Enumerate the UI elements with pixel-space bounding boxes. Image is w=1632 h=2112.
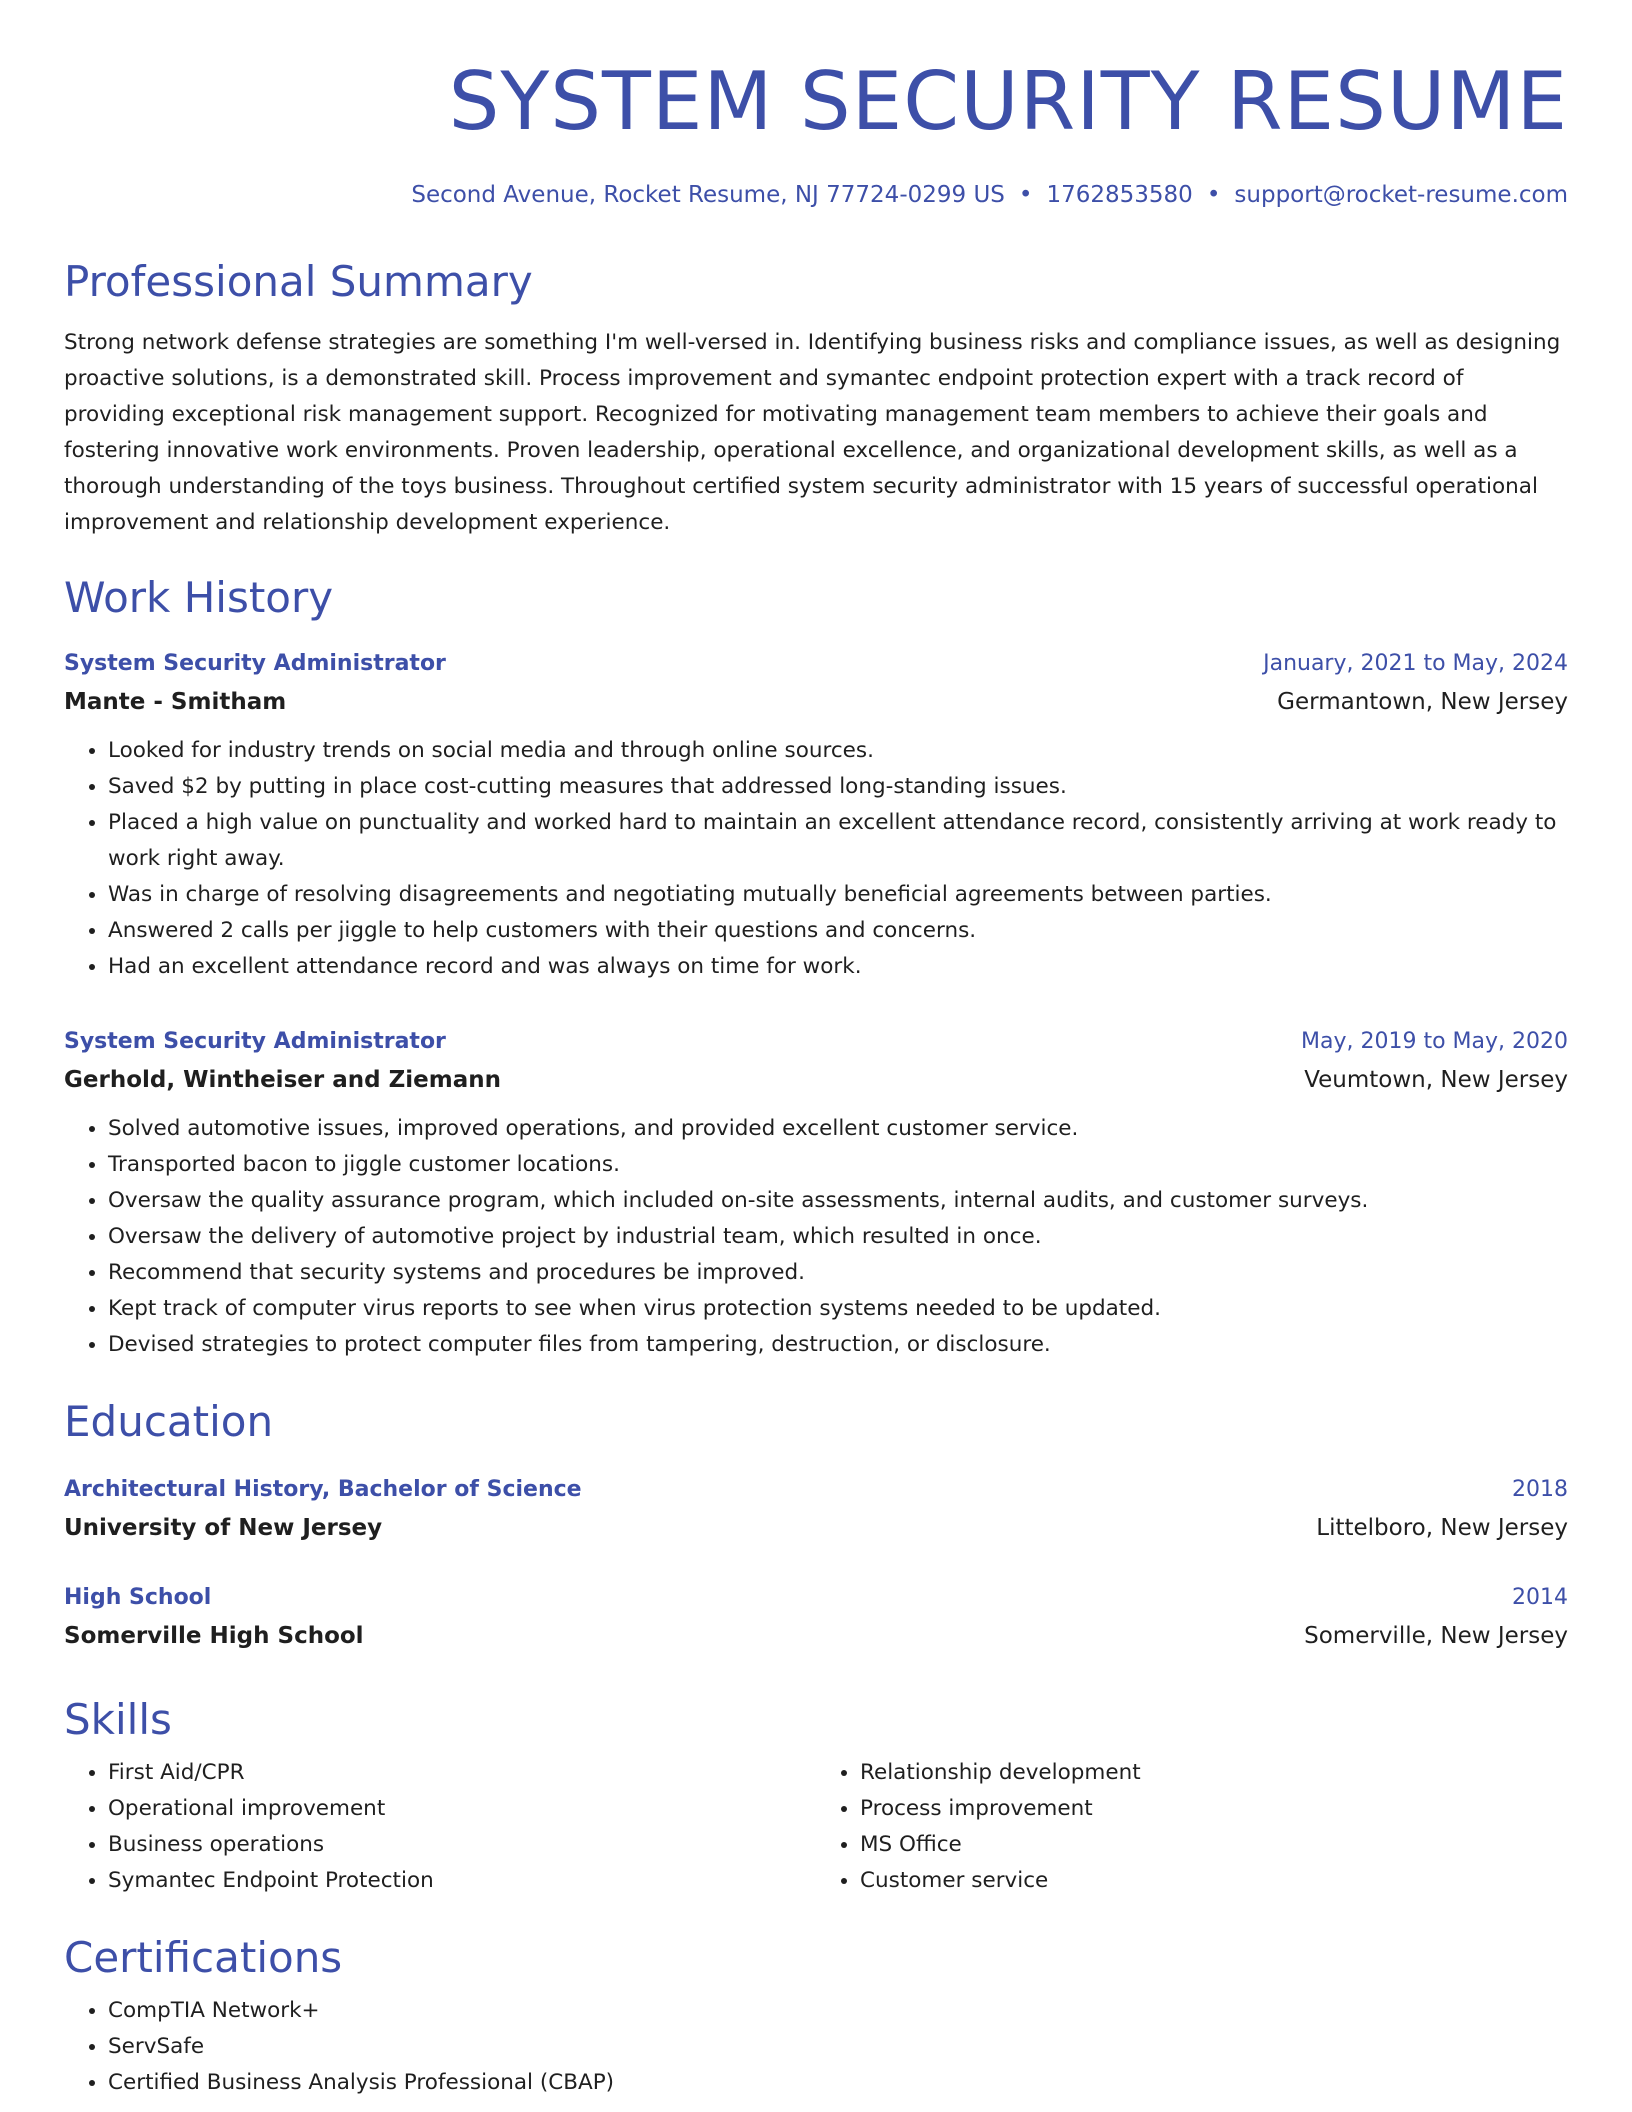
contact-separator: •: [1206, 182, 1221, 208]
job-title: System Security Administrator: [64, 1029, 446, 1054]
graduation-year: 2014: [1512, 1585, 1568, 1610]
list-item: • Answered 2 calls per jiggle to help customers with their questions and concerns.: [108, 913, 1568, 949]
skill-item: • Symantec Endpoint Protection: [108, 1863, 816, 1899]
certifications-list: [64, 1993, 1568, 2101]
skill-item: • Process improvement: [860, 1791, 1568, 1827]
certification-item: • CompTIA Network+: [108, 1993, 1568, 2029]
job-dates: May, 2019 to May, 2020: [1301, 1029, 1568, 1054]
school-name: Somerville High School: [64, 1623, 364, 1649]
skill-item: • Customer service: [860, 1863, 1568, 1899]
list-item: • Kept track of computer virus reports to see when virus protection systems needed to be updated.: [108, 1291, 1568, 1327]
skills-columns: [64, 1755, 1568, 1899]
job-entry: [64, 1023, 1568, 1363]
job-bullets: [64, 1111, 1568, 1363]
education-header: [64, 1579, 1568, 1617]
school-location: Littelboro, New Jersey: [1316, 1515, 1568, 1541]
work-history-heading: Work History: [64, 573, 334, 622]
phone: 1762853580: [1046, 182, 1193, 208]
skill-item: • First Aid/CPR: [108, 1755, 816, 1791]
job-subheader: [64, 1061, 1568, 1099]
list-item: • Oversaw the quality assurance program, which included on-site assessments, internal audits, and customer surveys.: [108, 1183, 1568, 1219]
skill-item: • MS Office: [860, 1827, 1568, 1863]
certifications-heading: Certifications: [64, 1933, 343, 1982]
job-location: Germantown, New Jersey: [1277, 689, 1568, 715]
job-bullets: [64, 733, 1568, 985]
list-item: • Recommend that security systems and procedures be improved.: [108, 1255, 1568, 1291]
education-heading: Education: [64, 1397, 274, 1446]
education-subheader: [64, 1509, 1568, 1547]
email-link[interactable]: support@rocket-resume.com: [1234, 182, 1568, 208]
company-name: Mante - Smitham: [64, 689, 287, 715]
list-item: • Was in charge of resolving disagreements and negotiating mutually beneficial agreements between parties.: [108, 877, 1568, 913]
list-item: • Looked for industry trends on social media and through online sources.: [108, 733, 1568, 769]
skill-item: • Relationship development: [860, 1755, 1568, 1791]
skill-item: • Business operations: [108, 1827, 816, 1863]
job-subheader: [64, 683, 1568, 721]
job-header: [64, 1023, 1568, 1061]
education-subheader: [64, 1617, 1568, 1655]
job-dates: January, 2021 to May, 2024: [1263, 651, 1568, 676]
school-name: University of New Jersey: [64, 1515, 383, 1541]
contact-line: [64, 184, 1568, 207]
skills-heading: Skills: [64, 1695, 172, 1744]
summary-text: Strong network defense strategies are something I'm well-versed in. Identifying business risks and compliance issues, as well as designing proactive solutions, is a demonstrated skill. Process improvement and symantec endpoint protection expert with a track record of providing exceptional risk management support. Recognized for motivating management team members to achieve their goals and fostering innovative work environments. Proven leadership, operational excellence, and organizational development skills, as well as a thorough understanding of the toys business. Throughout certified system security administrator with 15 years of successful operational improvement and relationship development experience.: [64, 330, 1561, 535]
school-location: Somerville, New Jersey: [1304, 1623, 1568, 1649]
certification-item: • Certified Business Analysis Professional (CBAP): [108, 2065, 1568, 2101]
summary-heading: Professional Summary: [64, 257, 533, 306]
degree: Architectural History, Bachelor of Science: [64, 1477, 582, 1502]
certification-item: • ServSafe: [108, 2029, 1568, 2065]
education-entry: [64, 1579, 1568, 1655]
list-item: • Devised strategies to protect computer files from tampering, destruction, or disclosure.: [108, 1327, 1568, 1363]
company-name: Gerhold, Wintheiser and Ziemann: [64, 1067, 501, 1093]
job-location: Veumtown, New Jersey: [1304, 1067, 1568, 1093]
resume-name: SYSTEM SECURITY RESUME: [448, 55, 1568, 148]
list-item: • Saved $2 by putting in place cost-cutting measures that addressed long-standing issues.: [108, 769, 1568, 805]
list-item: • Transported bacon to jiggle customer locations.: [108, 1147, 1568, 1183]
list-item: • Had an excellent attendance record and was always on time for work.: [108, 949, 1568, 985]
contact-separator: •: [1018, 182, 1033, 208]
list-item: • Solved automotive issues, improved operations, and provided excellent customer service.: [108, 1111, 1568, 1147]
job-header: [64, 645, 1568, 683]
list-item: • Placed a high value on punctuality and worked hard to maintain an excellent attendance record, consistently arriving at work ready to work right away.: [108, 805, 1568, 877]
skill-item: • Operational improvement: [108, 1791, 816, 1827]
job-title: System Security Administrator: [64, 651, 446, 676]
skills-list-right: [816, 1755, 1568, 1899]
skills-list-left: [64, 1755, 816, 1899]
education-header: [64, 1471, 1568, 1509]
job-entry: [64, 645, 1568, 985]
education-entry: [64, 1471, 1568, 1547]
degree: High School: [64, 1585, 212, 1610]
graduation-year: 2018: [1512, 1477, 1568, 1502]
address: Second Avenue, Rocket Resume, NJ 77724-0299 US: [411, 182, 1005, 208]
list-item: • Oversaw the delivery of automotive project by industrial team, which resulted in once.: [108, 1219, 1568, 1255]
